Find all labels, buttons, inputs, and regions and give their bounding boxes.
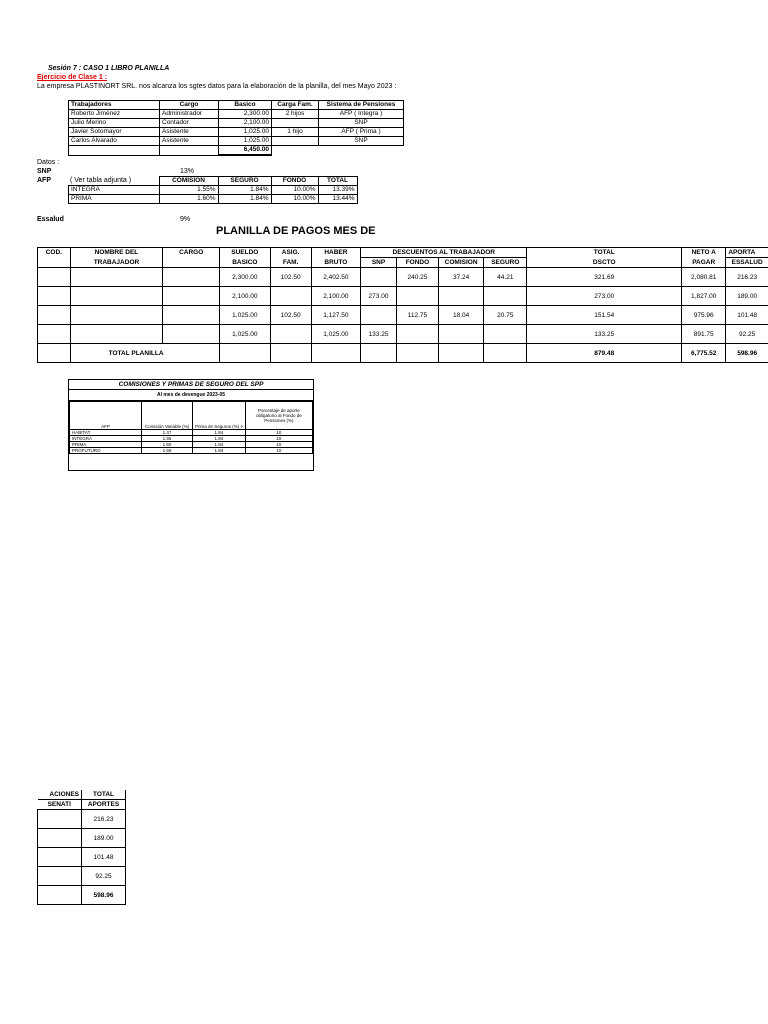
- h-cod: COD.: [38, 248, 71, 258]
- cell: [396, 325, 438, 344]
- cell: 10: [245, 430, 312, 436]
- h-aportes: APORTES: [82, 800, 126, 810]
- h-neto2: PAGAR: [682, 258, 726, 268]
- cell: 10.00%: [271, 186, 318, 195]
- employee-table: [68, 100, 404, 156]
- cell: 189.00: [82, 829, 126, 848]
- cell: 1,025.00: [311, 325, 360, 344]
- cell: PRIMA: [69, 195, 160, 204]
- payroll-title: PLANILLA DE PAGOS MES DE: [216, 225, 376, 237]
- cell: 13.44%: [318, 195, 357, 204]
- cell: [484, 287, 527, 306]
- cell: 10: [245, 448, 312, 454]
- h-snp: SNP: [361, 258, 397, 268]
- col-trabajadores: Trabajadores: [69, 101, 160, 110]
- cell: 44.21: [484, 268, 527, 287]
- cell: 10.00%: [271, 195, 318, 204]
- total-planilla-label: TOTAL PLANILLA: [70, 344, 219, 363]
- cell: Contador: [160, 119, 219, 128]
- cell: 1.84: [193, 442, 246, 448]
- cell: 1.84%: [218, 195, 271, 204]
- cell: 10: [245, 436, 312, 442]
- col-basico: Basico: [219, 101, 272, 110]
- cell: 10: [245, 442, 312, 448]
- cell: 151.54: [527, 306, 682, 325]
- cell: PRIMA: [70, 442, 142, 448]
- cell: [361, 306, 397, 325]
- cell: 37.24: [438, 268, 483, 287]
- cell: 2,080.81: [682, 268, 726, 287]
- h-seguro: SEGURO: [484, 258, 527, 268]
- cell: [361, 268, 397, 287]
- cell: 133.25: [361, 325, 397, 344]
- cell: 1 hijo: [272, 128, 319, 137]
- cell: SNP: [319, 119, 404, 128]
- table-row: [38, 325, 768, 344]
- cell: INTEGRA: [69, 186, 160, 195]
- table-row: [38, 810, 126, 829]
- col-cargo: Cargo: [160, 101, 219, 110]
- spp-table: [69, 401, 313, 454]
- table-row: [70, 448, 313, 454]
- datos-label: Datos :: [37, 159, 60, 166]
- spp-subtitle: Al mes de devengue 2023-05: [69, 390, 313, 401]
- h-cargo: CARGO: [163, 248, 220, 258]
- cell: 240.25: [396, 268, 438, 287]
- table-row: [38, 268, 768, 287]
- cell: [484, 325, 527, 344]
- cell: 2,100.00: [220, 287, 271, 306]
- table-row: [69, 128, 404, 137]
- cell: [270, 325, 311, 344]
- h-haber2: BRUTO: [311, 258, 360, 268]
- table-row: [69, 110, 404, 119]
- spp-col-comision: Comisión Variable (%): [142, 402, 193, 430]
- cell: INTEGRA: [70, 436, 142, 442]
- cell: 92.25: [82, 867, 126, 886]
- cell: 1,025.00: [219, 137, 272, 146]
- cell: AFP ( Integra ): [319, 110, 404, 119]
- h-nombre2: TRABAJADOR: [70, 258, 163, 268]
- cell: 1.84: [193, 448, 246, 454]
- spp-col-afp: AFP: [70, 402, 142, 430]
- cell: 102.50: [270, 268, 311, 287]
- cell: 273.00: [361, 287, 397, 306]
- table-row: [38, 287, 768, 306]
- table-total-row: [69, 146, 404, 156]
- cell: 1,127.50: [311, 306, 360, 325]
- snp-label: SNP: [37, 168, 52, 175]
- cell: 1.47: [142, 430, 193, 436]
- cell: Julio Merino: [69, 119, 160, 128]
- afp-rate-table: [68, 176, 358, 204]
- h-haber: HABER: [311, 248, 360, 258]
- cell: Carlos Alvarado: [69, 137, 160, 146]
- spp-col-prima: Prima de Seguros (%) ¹⁄: [193, 402, 246, 430]
- h-total2: DSCTO: [527, 258, 682, 268]
- cell: 189.00: [726, 287, 768, 306]
- spp-col-aporte: Porcentaje de aporte obligatorio al Fondo de Pensiones (%): [245, 402, 312, 430]
- col-comision: COMISION: [159, 177, 218, 186]
- table-row: [69, 137, 404, 146]
- col-seguro: SEGURO: [218, 177, 271, 186]
- total-essalud: 598.96: [726, 344, 768, 363]
- col-fondo: FONDO: [271, 177, 318, 186]
- h-essalud: ESSALUD: [726, 258, 768, 268]
- cell: 18.04: [438, 306, 483, 325]
- aportes-table: [37, 790, 126, 905]
- cell: 1.84%: [218, 186, 271, 195]
- table-row: [38, 829, 126, 848]
- h-total-aportes: TOTAL: [82, 790, 126, 800]
- cell: 1,025.00: [219, 128, 272, 137]
- cell: 2,100.00: [219, 119, 272, 128]
- cell: 2,300.00: [220, 268, 271, 287]
- cell: 1.60%: [159, 195, 218, 204]
- h-sueldo: SUELDO: [220, 248, 271, 258]
- h-senati: SENATI: [38, 800, 82, 810]
- table-row: [69, 119, 404, 128]
- h-comision: COMISION: [438, 258, 483, 268]
- h-aportaciones: ACIONES: [38, 790, 82, 800]
- intro-text: La empresa PLASTINORT SRL. nos alcanza los sgtes datos para la elaboración de la planilla, del mes Mayo 2023 :: [37, 83, 397, 90]
- cell: 2,300.00: [219, 110, 272, 119]
- h-descuentos: DESCUENTOS AL TRABAJADOR: [361, 248, 527, 258]
- cell: [396, 287, 438, 306]
- aportes-total-row: [38, 886, 126, 905]
- cell: 216.23: [726, 268, 768, 287]
- payroll-total-row: [38, 344, 768, 363]
- cell: 101.48: [726, 306, 768, 325]
- cell: Administrador: [160, 110, 219, 119]
- afp-note: ( Ver tabla adjunta ): [70, 177, 132, 184]
- cell: Javier Sotomayor: [69, 128, 160, 137]
- cell: 1.60: [142, 442, 193, 448]
- essalud-label: Essalud: [37, 216, 64, 223]
- cell: 1.55: [142, 436, 193, 442]
- cell: PROFUTURO: [70, 448, 142, 454]
- cell: 1.55%: [159, 186, 218, 195]
- cell: 20.75: [484, 306, 527, 325]
- cell: 1.84: [193, 436, 246, 442]
- cell: Roberto Jiménez: [69, 110, 160, 119]
- cell: [438, 287, 483, 306]
- cell: 1.69: [142, 448, 193, 454]
- spp-title: COMISIONES Y PRIMAS DE SEGURO DEL SPP: [69, 380, 313, 390]
- table-row: [38, 306, 768, 325]
- table-row: [38, 848, 126, 867]
- cell: 2,100.00: [311, 287, 360, 306]
- h-nombre: NOMBRE DEL: [70, 248, 163, 258]
- spp-rates-box: [68, 379, 314, 471]
- total-dscto: 879.48: [527, 344, 682, 363]
- payroll-table: [37, 247, 768, 363]
- total-neto: 6,775.52: [682, 344, 726, 363]
- cell: 891.75: [682, 325, 726, 344]
- h-aporta: APORTA: [726, 248, 768, 258]
- col-carga: Carga Fam.: [272, 101, 319, 110]
- h-sueldo2: BASICO: [220, 258, 271, 268]
- afp-label: AFP: [37, 177, 51, 184]
- cell: Asistente: [160, 137, 219, 146]
- cell: 102.50: [270, 306, 311, 325]
- cell: 975.96: [682, 306, 726, 325]
- exercise-title: Ejercicio de Clase 1 :: [37, 74, 108, 81]
- cell: 112.75: [396, 306, 438, 325]
- cell: Asistente: [160, 128, 219, 137]
- cell: 2,402.50: [311, 268, 360, 287]
- cell: 1.84: [193, 430, 246, 436]
- cell: 133.25: [527, 325, 682, 344]
- cell: 2 hijos: [272, 110, 319, 119]
- col-pensiones: Sistema de Pensiones: [319, 101, 404, 110]
- cell: 273.00: [527, 287, 682, 306]
- basico-total: 6,450.00: [219, 146, 272, 156]
- cell: HABITAT: [70, 430, 142, 436]
- cell: 1,025.00: [220, 306, 271, 325]
- table-row: [69, 186, 358, 195]
- cell: [272, 119, 319, 128]
- session-title: Sesión 7 : CASO 1 LIBRO PLANILLA: [48, 65, 170, 72]
- cell: [270, 287, 311, 306]
- cell: 13.39%: [318, 186, 357, 195]
- cell: SNP: [319, 137, 404, 146]
- snp-rate: 13%: [180, 168, 195, 175]
- cell: 92.25: [726, 325, 768, 344]
- table-row: [38, 867, 126, 886]
- cell: 1,025.00: [220, 325, 271, 344]
- cell: AFP ( Prima ): [319, 128, 404, 137]
- cell: [438, 325, 483, 344]
- aportes-total: 598.96: [82, 886, 126, 905]
- h-fondo: FONDO: [396, 258, 438, 268]
- col-total: TOTAL: [318, 177, 357, 186]
- cell: 216.23: [82, 810, 126, 829]
- essalud-rate: 9%: [180, 216, 191, 223]
- cell: [272, 137, 319, 146]
- h-asig2: FAM.: [270, 258, 311, 268]
- h-neto: NETO A: [682, 248, 726, 258]
- table-row: [69, 195, 358, 204]
- cell: 101.48: [82, 848, 126, 867]
- h-total: TOTAL: [527, 248, 682, 258]
- cell: 1,827.00: [682, 287, 726, 306]
- cell: 321.69: [527, 268, 682, 287]
- h-asig: ASIG.: [270, 248, 311, 258]
